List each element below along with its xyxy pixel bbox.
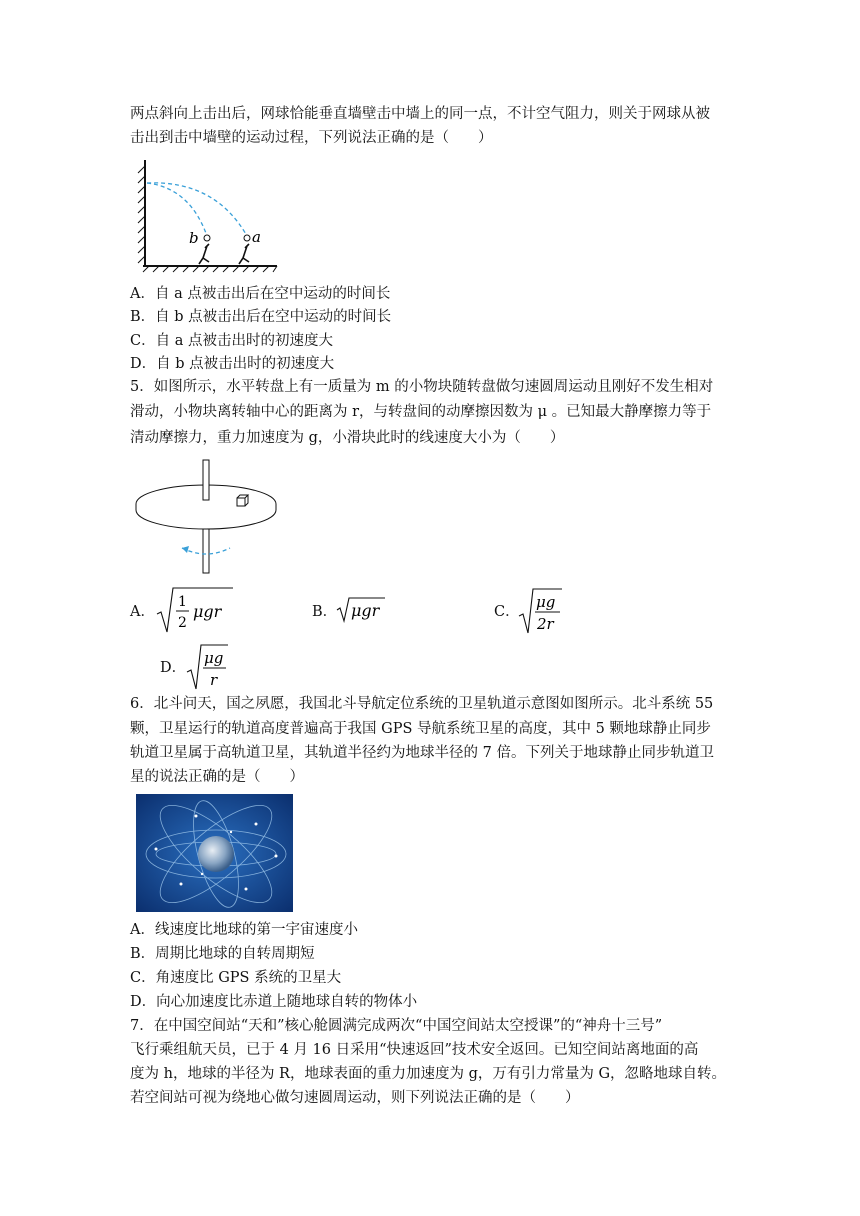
svg-text:μgr: μgr [351, 601, 380, 620]
beidou-orbit-image [136, 794, 293, 912]
q4-option-c: C．自 a 点被击出时的初速度大 [130, 333, 333, 349]
q5-option-c-formula [518, 586, 563, 636]
q5-option-b-label: B． [312, 604, 338, 620]
q7-stem-line2: 飞行乘组航天员，已于 4 月 16 日采用“快速返回”技术安全返回。已知空间站离地面的高 [130, 1042, 699, 1058]
svg-text:r: r [210, 671, 218, 689]
q4-stem-line1: 两点斜向上击出后，网球恰能垂直墙壁击中墙上的同一点，不计空气阻力，则关于网球从被 [130, 106, 710, 122]
svg-text:2: 2 [178, 615, 187, 631]
q7-stem-line4: 若空间站可视为绕地心做匀速圆周运动，则下列说法正确的是（ ） [130, 1090, 580, 1106]
q5-stem-line2: 滑动，小物块离转轴中心的距离为 r，与转盘间的动摩擦因数为 μ 。已知最大静摩擦力等于 [130, 404, 712, 420]
q4-option-b: B．自 b 点被击出后在空中运动的时间长 [130, 309, 392, 325]
q4-option-d: D．自 b 点被击出时的初速度大 [130, 356, 335, 372]
q5-option-c-label: C． [494, 604, 520, 620]
q4-option-a: A．自 a 点被击出后在空中运动的时间长 [130, 286, 391, 302]
q6-option-d: D．向心加速度比赤道上随地球自转的物体小 [130, 994, 418, 1010]
q4-stem-line2: 击出到击中墙壁的运动过程，下列说法正确的是（ ） [130, 130, 493, 146]
svg-text:μgr: μgr [193, 602, 222, 621]
q5-stem-line3: 清动摩擦力，重力加速度为 g，小滑块此时的线速度大小为（ ） [130, 430, 565, 446]
q6-stem-line2: 颗，卫星运行的轨道高度普遍高于我国 GPS 导航系统卫星的高度，其中 5 颗地球静止同步 [130, 721, 711, 737]
tennis-wall-figure [135, 158, 280, 273]
q5-stem-line1: 5．如图所示，水平转盘上有一质量为 m 的小物块随转盘做匀速圆周运动且刚好不发生相对 [130, 379, 714, 395]
label-b: b [189, 229, 199, 247]
q6-stem-line4: 星的说法正确的是（ ） [130, 769, 304, 785]
q7-stem-line3: 度为 h，地球的半径为 R，地球表面的重力加速度为 g，万有引力常量为 G，忽略地球自转。 [130, 1066, 727, 1082]
q6-option-a: A．线速度比地球的第一宇宙速度小 [130, 922, 358, 938]
q5-option-a-label: A． [130, 604, 155, 620]
svg-text:μg: μg [204, 649, 224, 667]
svg-text:1: 1 [178, 594, 187, 610]
q5-option-a-formula [155, 584, 235, 636]
q5-option-b-formula [336, 596, 386, 624]
svg-text:μg: μg [536, 593, 556, 611]
label-a: a [252, 228, 261, 246]
q6-option-b: B．周期比地球的自转周期短 [130, 946, 315, 962]
q5-option-d-formula [186, 642, 231, 692]
q7-stem-line1: 7．在中国空间站“天和”核心舱圆满完成两次“中国空间站太空授课”的“神舟十三号” [130, 1018, 663, 1034]
q6-option-c: C．角速度比 GPS 系统的卫星大 [130, 970, 342, 986]
turntable-figure [132, 458, 282, 576]
q6-stem-line1: 6．北斗问天，国之夙愿，我国北斗导航定位系统的卫星轨道示意图如图所示。北斗系统 55 [130, 696, 714, 712]
q6-stem-line3: 轨道卫星属于高轨道卫星，其轨道半径约为地球半径的 7 倍。下列关于地球静止同步轨道卫 [130, 745, 714, 761]
q5-option-d-label: D． [160, 660, 187, 676]
svg-text:2r: 2r [537, 615, 554, 633]
